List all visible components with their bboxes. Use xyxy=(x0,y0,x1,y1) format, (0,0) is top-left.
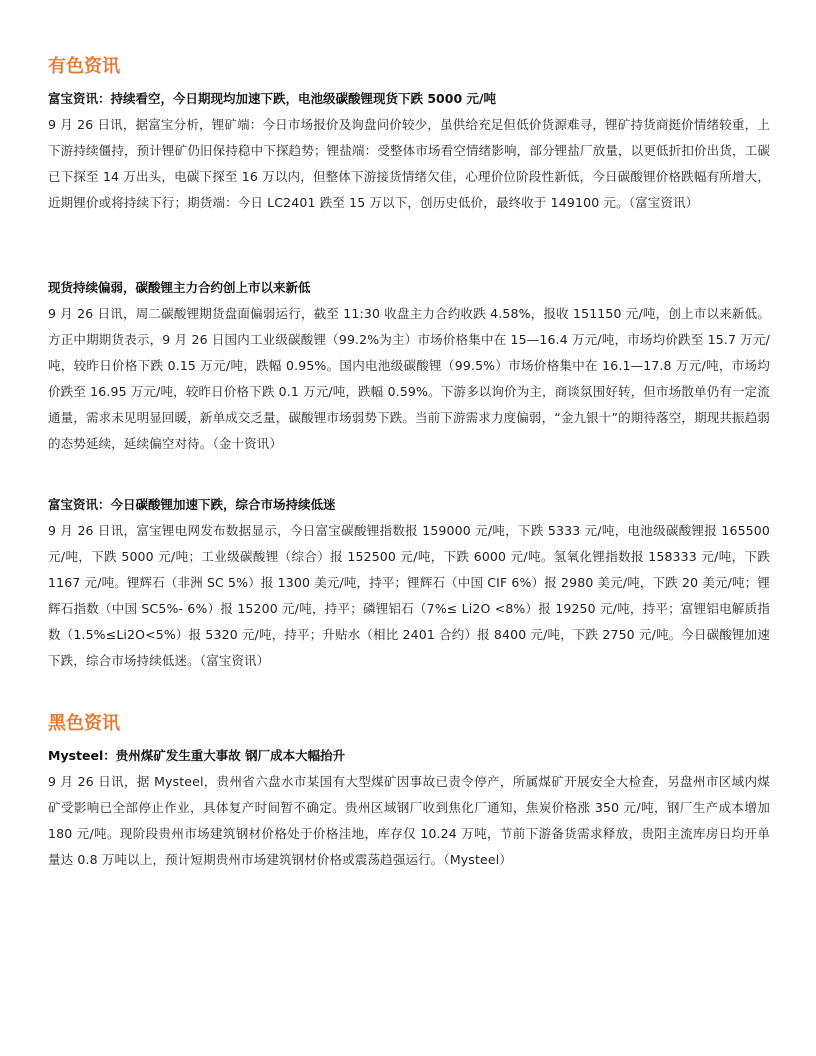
article-title: 富宝资讯：持续看空，今日期现均加速下跌，电池级碳酸锂现货下跌 5000 元/吨 xyxy=(48,91,497,106)
article-title: 富宝资讯：今日碳酸锂加速下跌，综合市场持续低迷 xyxy=(48,497,336,512)
section-title-ferrous: 黑色资讯 xyxy=(48,713,120,734)
section-title-nonferrous: 有色资讯 xyxy=(48,56,120,77)
article-body: 9 月 26 日讯，富宝锂电网发布数据显示，今日富宝碳酸锂指数报 159000 元/吨，下跌 5333 元/吨，电池级碳酸锂报 165500 元/吨，下跌 5000 元/吨；工业级碳酸锂（综合）报 152500 元/吨，下跌 6000 元/吨。氢氧化锂指数报 158333 元/吨，下跌 1167 元/吨。锂辉石（非洲 SC 5%）报 1300 美元/吨，持平；锂辉石（中国 CIF 6%）报 2980 美元/吨，下跌 20 美元/吨；锂辉石指数（中国 SC5%- 6%）报 15200 元/吨，持平；磷锂铝石（7%≤ Li2O <8%）报 19250 元/吨，持平；富锂铝电解质指数（1.5%≤Li2O<5%）报 5320 元/吨，持平；升贴水（相比 2401 合约）报 8400 元/吨，下跌 2750 元/吨。今日碳酸锂加速下跌，综合市场持续低迷。（富宝资讯） xyxy=(48,523,770,668)
article-title: 现货持续偏弱，碳酸锂主力合约创上市以来新低 xyxy=(48,280,311,295)
article-body: 9 月 26 日讯，据 Mysteel，贵州省六盘水市某国有大型煤矿因事故已责令停产，所属煤矿开展安全大检查，另盘州市区域内煤矿受影响已全部停止作业，具体复产时间暂不确定。贵州区域钢厂收到焦化厂通知，焦炭价格涨 350 元/吨，钢厂生产成本增加 180 元/吨。现阶段贵州市场建筑钢材价格处于价格洼地，库存仅 10.24 万吨，节前下游备货需求释放，贵阳主流库房日均开单量达 0.8 万吨以上，预计短期贵州市场建筑钢材价格或震荡趋强运行。（Mysteel） xyxy=(48,774,770,867)
article-body: 9 月 26 日讯，周二碳酸锂期货盘面偏弱运行，截至 11:30 收盘主力合约收跌 4.58%，报收 151150 元/吨，创上市以来新低。方正中期期货表示，9 月 26 日国内工业级碳酸锂（99.2%为主）市场价格集中在 15—16.4 万元/吨，市场均价跌至 15.7 万元/吨，较昨日价格下跌 0.15 万元/吨，跌幅 0.95%。国内电池级碳酸锂（99.5%）市场价格集中在 16.1—17.8 万元/吨，市场均价跌至 16.95 万元/吨，较昨日价格下跌 0.1 万元/吨，跌幅 0.59%。下游多以询价为主，商谈氛围好转，但市场散单仍有一定流通量，需求未见明显回暖，新单成交乏量，碳酸锂市场弱势下跌。当前下游需求力度偏弱，“金九银十”的期待落空，期现共振趋弱的态势延续，延续偏空对待。（金十资讯） xyxy=(48,306,770,451)
article-body: 9 月 26 日讯，据富宝分析，锂矿端：今日市场报价及询盘问价较少，虽供给充足但低价货源难寻，锂矿持货商挺价情绪较重，上下游持续僵持，预计锂矿仍旧保持稳中下探趋势；锂盐端：受整体市场看空情绪影响，部分锂盐厂放量，以更低折扣价出货，工碳已下探至 14 万出头，电碳下探至 16 万以内，但整体下游接货情绪欠佳，心理价位阶段性新低，今日碳酸锂价格跌幅有所增大，近期锂价或将持续下行；期货端：今日 LC2401 跌至 15 万以下，创历史低价，最终收于 149100 元。（富宝资讯） xyxy=(48,117,770,210)
article-title: Mysteel：贵州煤矿发生重大事故 钢厂成本大幅抬升 xyxy=(48,748,346,763)
